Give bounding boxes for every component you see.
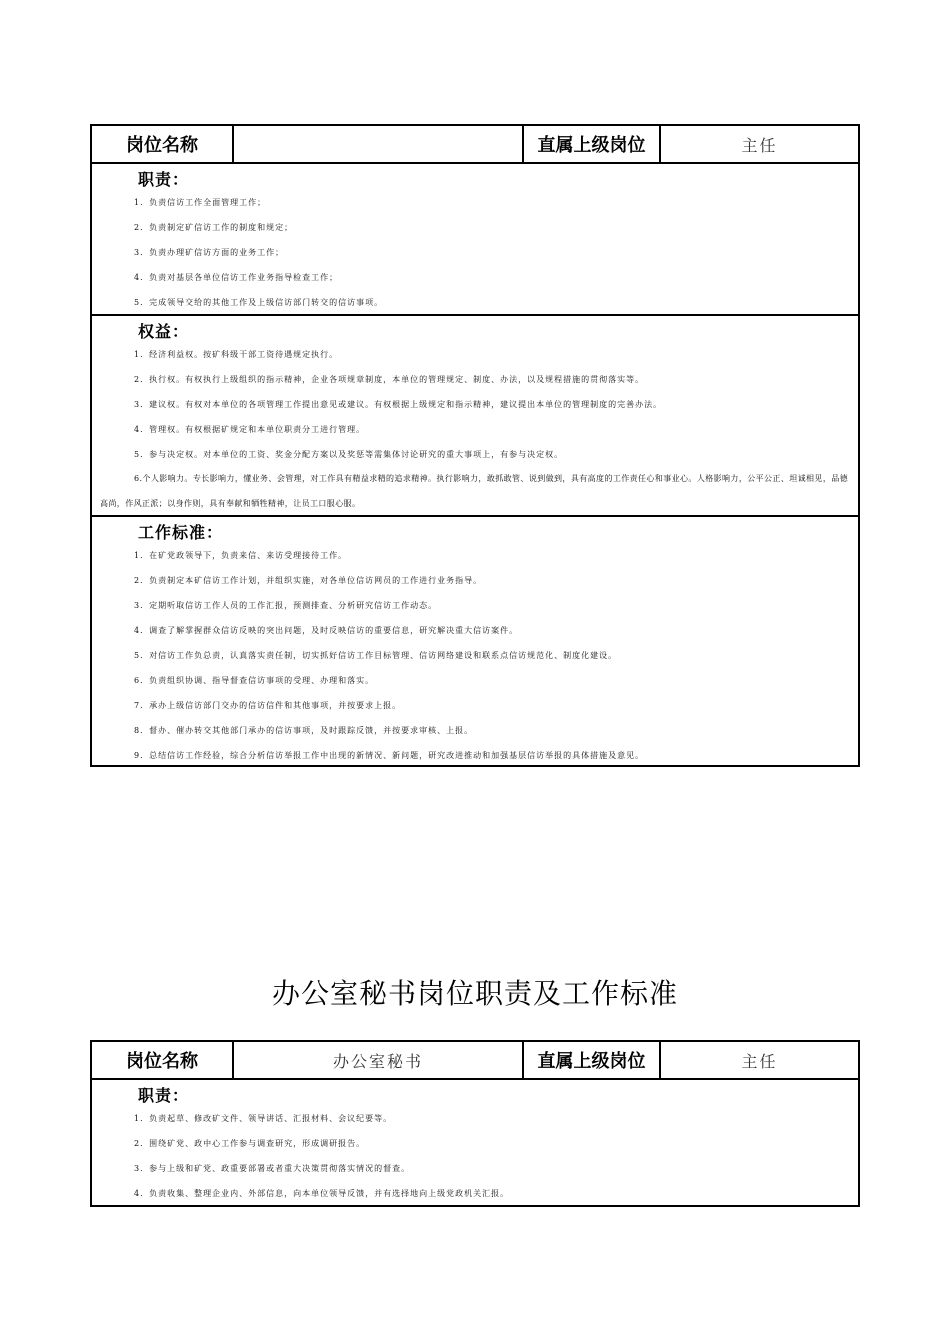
job-table-1 [90,124,860,767]
list-item: 9．总结信访工作经验，综合分析信访举报工作中出现的新情况、新问题，研究改进推动和加强基层信访举报的具体措施及意见。 [134,751,645,760]
superior-value: 主任 [741,1051,778,1071]
page-title: 办公室秘书岗位职责及工作标准 [271,977,678,1010]
standards-title: 工作标准： [138,523,224,542]
post-name-label: 岗位名称 [92,126,234,162]
list-item: 3．参与上级和矿党、政重要部署或者重大决策贯彻落实情况的督查。 [134,1164,411,1173]
list-item: 5．对信访工作负总责，认真落实责任制，切实抓好信访工作目标管理、信访网络建设和联系点信访规范化、制度化建设。 [134,651,618,660]
post-name-value [234,126,524,162]
list-item: 3．负责办理矿信访方面的业务工作； [134,248,285,257]
list-item: 1．负责起草、修改矿文件、领导讲话、汇报材料、会议纪要等。 [134,1114,393,1123]
list-item: 1．在矿党政领导下，负责来信、来访受理接待工作。 [134,551,348,560]
list-item: 1．负责信访工作全面管理工作； [134,198,267,207]
job-table-2 [90,1040,860,1207]
list-item: 6．负责组织协调、指导督查信访事项的受理、办理和落实。 [134,676,375,685]
list-item: 2．围绕矿党、政中心工作参与调查研究，形成调研报告。 [134,1139,366,1148]
list-item: 6.个人影响力。专长影响力，懂业务、会管理，对工作具有精益求精的追求精神。执行影响力，敢抓敢管、说到做到，具有高度的工作责任心和事业心。人格影响力，公平公正、坦诚相见，品德高尚，作风正派；以身作则，具有奉献和牺牲精神，让员工口服心服。 [100,474,849,508]
table-header-row [92,1042,858,1080]
list-item: 4．管理权。有权根据矿规定和本单位职责分工进行管理。 [134,425,366,434]
list-item: 1．经济利益权。按矿科级干部工资待遇规定执行。 [134,350,339,359]
standards-section [92,517,858,767]
list-item: 4．负责对基层各单位信访工作业务指导检查工作； [134,273,339,282]
table-header-row [92,126,858,164]
list-item: 2．负责制定本矿信访工作计划，并组织实施，对各单位信访网员的工作进行业务指导。 [134,576,483,585]
list-item: 3．建议权。有权对本单位的各项管理工作提出意见或建议。有权根据上级规定和指示精神，建议提出本单位的管理制度的完善办法。 [134,400,663,409]
rights-section [92,316,858,517]
duties-title: 职责： [138,1086,190,1105]
duties-section [92,1080,858,1205]
list-item: 2．执行权。有权执行上级组织的指示精神，企业各项规章制度，本单位的管理规定、制度、办法，以及规程措施的贯彻落实等。 [134,375,645,384]
post-name-value: 办公室秘书 [234,1042,524,1078]
list-item: 7．承办上级信访部门交办的信访信件和其他事项，并按要求上报。 [134,701,402,710]
superior-label: 直属上级岗位 [524,1042,661,1078]
rights-title: 权益： [138,322,190,341]
list-item: 3．定期听取信访工作人员的工作汇报，预测排查、分析研究信访工作动态。 [134,601,438,610]
superior-value: 主任 [741,135,778,155]
list-item: 4．调查了解掌握群众信访反映的突出问题，及时反映信访的重要信息，研究解决重大信访案件。 [134,626,519,635]
list-item: 4．负责收集、整理企业内、外部信息，向本单位领导反馈，并有选择地向上级党政机关汇报。 [134,1189,510,1198]
list-item: 5．参与决定权。对本单位的工资、奖金分配方案以及奖惩等需集体讨论研究的重大事项上，有参与决定权。 [134,450,564,459]
superior-label: 直属上级岗位 [524,126,661,162]
post-name-label: 岗位名称 [92,1042,234,1078]
list-item: 2．负责制定矿信访工作的制度和规定； [134,223,294,232]
duties-section [92,164,858,316]
list-item: 5．完成领导交给的其他工作及上级信访部门转交的信访事项。 [134,298,384,307]
duties-title: 职责： [138,170,190,189]
list-item: 8．督办、催办转交其他部门承办的信访事项，及时跟踪反馈，并按要求审核、上报。 [134,726,474,735]
